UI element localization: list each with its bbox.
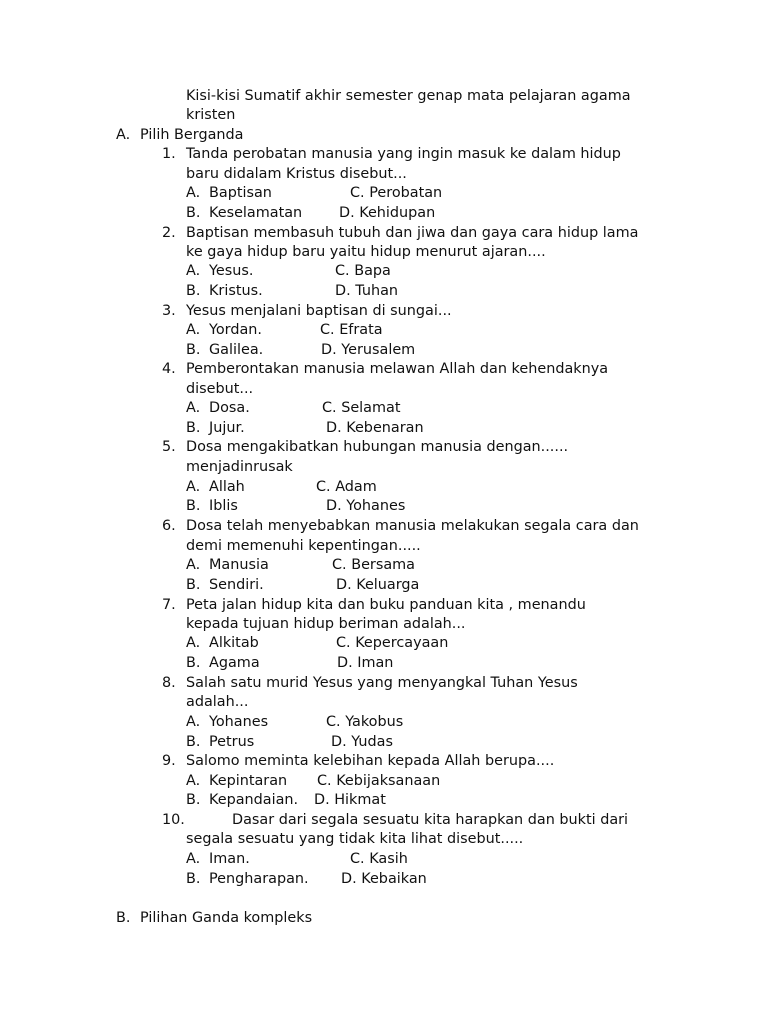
question-1-option-b-letter: B. bbox=[186, 205, 201, 221]
question-7-option-a-letter: A. bbox=[186, 635, 201, 651]
question-5-option-c: C. Adam bbox=[316, 479, 377, 495]
question-1-option-b: Keselamatan bbox=[209, 205, 303, 221]
question-2-number: 2. bbox=[162, 225, 176, 241]
question-4-option-d: D. Kebenaran bbox=[326, 420, 424, 436]
question-5-option-d: D. Yohanes bbox=[326, 498, 406, 514]
question-7-number: 7. bbox=[162, 597, 176, 613]
question-5-option-a: Allah bbox=[209, 479, 245, 495]
question-2-option-c: C. Bapa bbox=[335, 263, 391, 279]
question-3-text-line-1: Yesus menjalani baptisan di sungai... bbox=[186, 303, 452, 319]
question-2-option-a: Yesus. bbox=[209, 263, 254, 279]
question-4-number: 4. bbox=[162, 361, 176, 377]
question-9-option-d: D. Hikmat bbox=[314, 792, 386, 808]
question-7-text-line-2: kepada tujuan hidup beriman adalah... bbox=[186, 616, 466, 632]
question-10-option-b: Pengharapan. bbox=[209, 871, 309, 887]
question-8-option-d: D. Yudas bbox=[331, 734, 393, 750]
question-1-text-line-1: Tanda perobatan manusia yang ingin masuk ke dalam hidup bbox=[186, 146, 621, 162]
question-10-option-a-letter: A. bbox=[186, 851, 201, 867]
question-5-number: 5. bbox=[162, 439, 176, 455]
question-10-number: 10. bbox=[162, 812, 185, 828]
question-2-option-b-letter: B. bbox=[186, 283, 201, 299]
question-9-option-b-letter: B. bbox=[186, 792, 201, 808]
question-8-option-c: C. Yakobus bbox=[326, 714, 404, 730]
question-6-option-c: C. Bersama bbox=[332, 557, 415, 573]
question-7-option-b: Agama bbox=[209, 655, 260, 671]
question-3-option-d: D. Yerusalem bbox=[321, 342, 416, 358]
question-7-option-a: Alkitab bbox=[209, 635, 259, 651]
question-9-option-a: Kepintaran bbox=[209, 773, 288, 789]
question-1-option-d: D. Kehidupan bbox=[339, 205, 436, 221]
question-2-option-a-letter: A. bbox=[186, 263, 201, 279]
question-5-option-b: Iblis bbox=[209, 498, 238, 514]
question-10-text-line-2: segala sesuatu yang tidak kita lihat disebut..... bbox=[186, 831, 524, 847]
question-1-option-a-letter: A. bbox=[186, 185, 201, 201]
question-6-text-line-2: demi memenuhi kepentingan..... bbox=[186, 538, 421, 554]
question-10-text-line-1: Dasar dari segala sesuatu kita harapkan dan bukti dari bbox=[232, 812, 629, 828]
question-3-option-b-letter: B. bbox=[186, 342, 201, 358]
question-6-text-line-1: Dosa telah menyebabkan manusia melakukan segala cara dan bbox=[186, 518, 639, 534]
question-3-option-b: Galilea. bbox=[209, 342, 264, 358]
question-8-option-b-letter: B. bbox=[186, 734, 201, 750]
question-10-option-a: Iman. bbox=[209, 851, 250, 867]
question-4-option-a-letter: A. bbox=[186, 400, 201, 416]
question-8-text-line-2: adalah... bbox=[186, 694, 249, 710]
question-9-text-line-1: Salomo meminta kelebihan kepada Allah berupa.... bbox=[186, 753, 555, 769]
question-5-option-a-letter: A. bbox=[186, 479, 201, 495]
question-7-option-d: D. Iman bbox=[337, 655, 394, 671]
question-5-text-line-1: Dosa mengakibatkan hubungan manusia dengan...... bbox=[186, 439, 569, 455]
question-4-option-b: Jujur. bbox=[209, 420, 245, 436]
question-2-text-line-2: ke gaya hidup baru yaitu hidup menurut ajaran.... bbox=[186, 244, 546, 260]
question-6-option-a-letter: A. bbox=[186, 557, 201, 573]
question-9-option-b: Kepandaian. bbox=[209, 792, 299, 808]
question-3-option-a: Yordan. bbox=[209, 322, 262, 338]
section-b-heading: Pilihan Ganda kompleks bbox=[140, 910, 313, 926]
question-4-text-line-2: disebut... bbox=[186, 381, 254, 397]
question-4-option-b-letter: B. bbox=[186, 420, 201, 436]
section-a-heading: Pilih Berganda bbox=[140, 127, 244, 143]
question-10-option-c: C. Kasih bbox=[350, 851, 408, 867]
question-9-option-c: C. Kebijaksanaan bbox=[317, 773, 441, 789]
question-2-text-line-1: Baptisan membasuh tubuh dan jiwa dan gaya cara hidup lama bbox=[186, 225, 639, 241]
question-1-text-line-2: baru didalam Kristus disebut... bbox=[186, 166, 407, 182]
question-2-option-d: D. Tuhan bbox=[335, 283, 399, 299]
section-a-label: A. bbox=[116, 127, 131, 143]
question-9-option-a-letter: A. bbox=[186, 773, 201, 789]
question-6-option-d: D. Keluarga bbox=[336, 577, 420, 593]
question-7-option-b-letter: B. bbox=[186, 655, 201, 671]
question-8-text-line-1: Salah satu murid Yesus yang menyangkal Tuhan Yesus bbox=[186, 675, 578, 691]
question-3-option-c: C. Efrata bbox=[320, 322, 383, 338]
question-8-option-a-letter: A. bbox=[186, 714, 201, 730]
question-3-option-a-letter: A. bbox=[186, 322, 201, 338]
question-7-text-line-1: Peta jalan hidup kita dan buku panduan kita , menandu bbox=[186, 597, 586, 613]
question-10-option-d: D. Kebaikan bbox=[341, 871, 427, 887]
section-b-label: B. bbox=[116, 910, 131, 926]
question-10-option-b-letter: B. bbox=[186, 871, 201, 887]
question-5-option-b-letter: B. bbox=[186, 498, 201, 514]
question-5-text-line-2: menjadinrusak bbox=[186, 459, 293, 475]
question-1-option-c: C. Perobatan bbox=[350, 185, 443, 201]
question-4-option-c: C. Selamat bbox=[322, 400, 401, 416]
question-9-number: 9. bbox=[162, 753, 176, 769]
question-6-option-a: Manusia bbox=[209, 557, 269, 573]
question-7-option-c: C. Kepercayaan bbox=[336, 635, 449, 651]
document-title-line-1: Kisi-kisi Sumatif akhir semester genap mata pelajaran agama bbox=[186, 88, 631, 104]
question-2-option-b: Kristus. bbox=[209, 283, 263, 299]
question-8-option-b: Petrus bbox=[209, 734, 255, 750]
question-4-text-line-1: Pemberontakan manusia melawan Allah dan kehendaknya bbox=[186, 361, 609, 377]
question-8-number: 8. bbox=[162, 675, 176, 691]
question-8-option-a: Yohanes bbox=[209, 714, 269, 730]
document-title-line-2: kristen bbox=[186, 107, 236, 123]
question-6-option-b: Sendiri. bbox=[209, 577, 264, 593]
question-1-number: 1. bbox=[162, 146, 176, 162]
question-1-option-a: Baptisan bbox=[209, 185, 272, 201]
question-6-option-b-letter: B. bbox=[186, 577, 201, 593]
question-6-number: 6. bbox=[162, 518, 176, 534]
question-4-option-a: Dosa. bbox=[209, 400, 250, 416]
question-3-number: 3. bbox=[162, 303, 176, 319]
